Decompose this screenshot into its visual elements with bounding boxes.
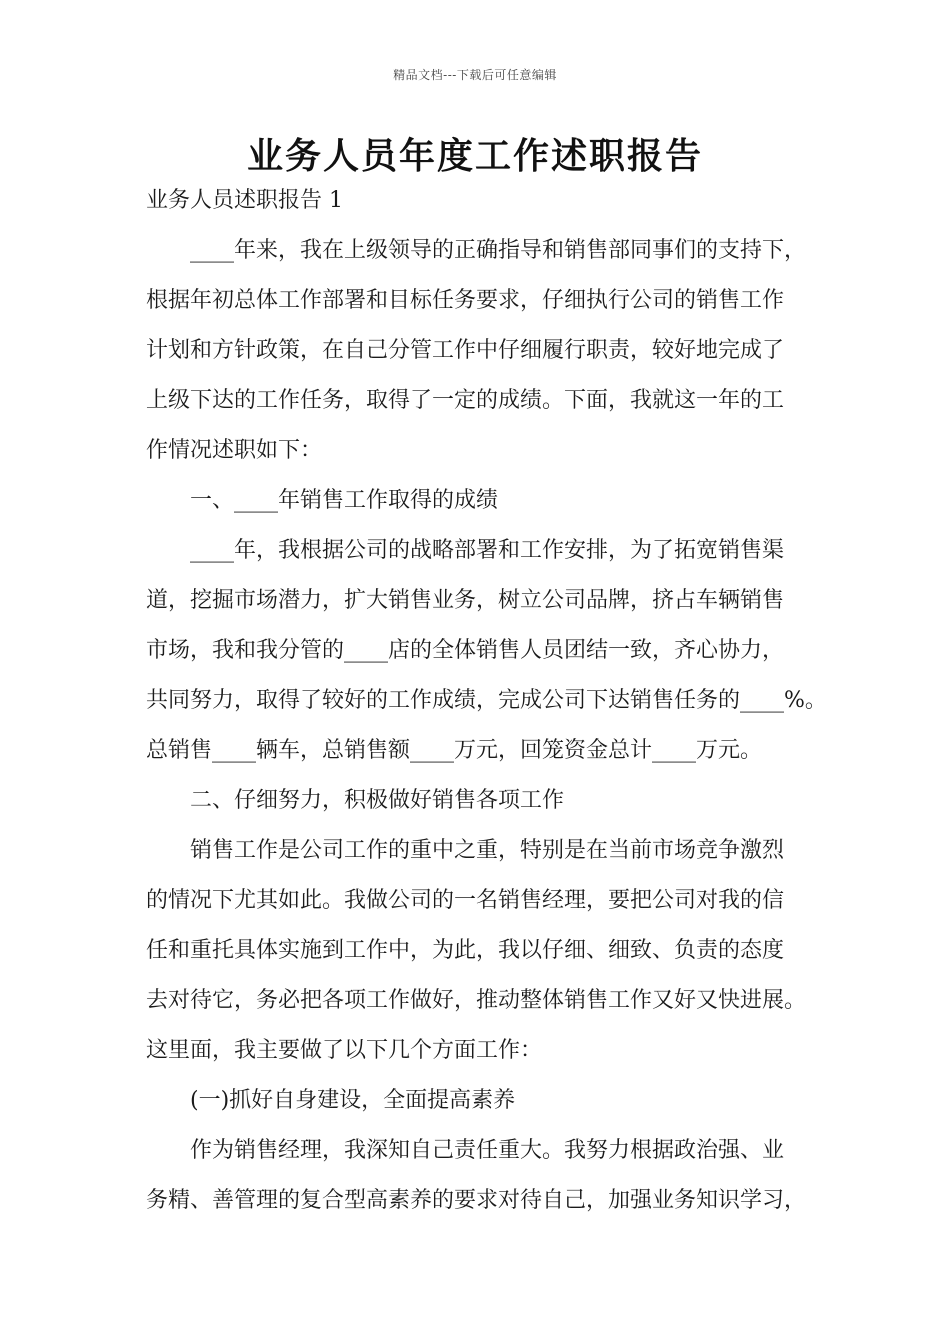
paragraph-line: 的情况下尤其如此。我做公司的一名销售经理，要把公司对我的信 — [146, 888, 785, 913]
paragraph-line: 总销售____辆车，总销售额____万元，回笼资金总计____万元。 — [146, 738, 763, 763]
paragraph-line: 作为销售经理，我深知自己责任重大。我努力根据政治强、业 — [190, 1138, 785, 1163]
document-body — [146, 176, 826, 1226]
document-title: 业务人员年度工作述职报告 — [246, 135, 703, 177]
paragraph-line: 务精、善管理的复合型高素养的要求对待自己，加强业务知识学习， — [146, 1188, 807, 1213]
paragraph-line: 根据年初总体工作部署和目标任务要求，仔细执行公司的销售工作 — [146, 288, 785, 313]
paragraph-line: ____年来，我在上级领导的正确指导和销售部同事们的支持下， — [190, 238, 807, 263]
paragraph-line: 共同努力，取得了较好的工作成绩，完成公司下达销售任务的____%。 — [146, 688, 827, 713]
subsection-heading-1: (一)抓好自身建设，全面提高素养 — [190, 1088, 516, 1113]
header-note: 精品文档---下载后可任意编辑 — [393, 68, 557, 82]
report-subtitle: 业务人员述职报告 1 — [146, 188, 343, 213]
paragraph-line: 这里面，我主要做了以下几个方面工作： — [146, 1038, 543, 1063]
paragraph-line: 计划和方针政策，在自己分管工作中仔细履行职责，较好地完成了 — [146, 338, 785, 363]
paragraph-line: ____年，我根据公司的战略部署和工作安排，为了拓宽销售渠 — [190, 538, 785, 563]
paragraph-line: 道，挖掘市场潜力，扩大销售业务，树立公司品牌，挤占车辆销售 — [146, 588, 785, 613]
paragraph-line: 市场，我和我分管的____店的全体销售人员团结一致，齐心协力， — [146, 638, 785, 663]
section-heading-1: 一、____年销售工作取得的成绩 — [190, 488, 499, 513]
paragraph-line: 任和重托具体实施到工作中，为此，我以仔细、细致、负责的态度 — [146, 938, 785, 963]
paragraph-line: 上级下达的工作任务，取得了一定的成绩。下面，我就这一年的工 — [146, 388, 785, 413]
section-heading-2: 二、仔细努力，积极做好销售各项工作 — [190, 788, 565, 813]
paragraph-line: 销售工作是公司工作的重中之重，特别是在当前市场竞争激烈 — [190, 838, 785, 863]
paragraph-line: 去对待它，务必把各项工作做好，推动整体销售工作又好又快进展。 — [146, 988, 807, 1013]
paragraph-line: 作情况述职如下： — [146, 438, 323, 463]
